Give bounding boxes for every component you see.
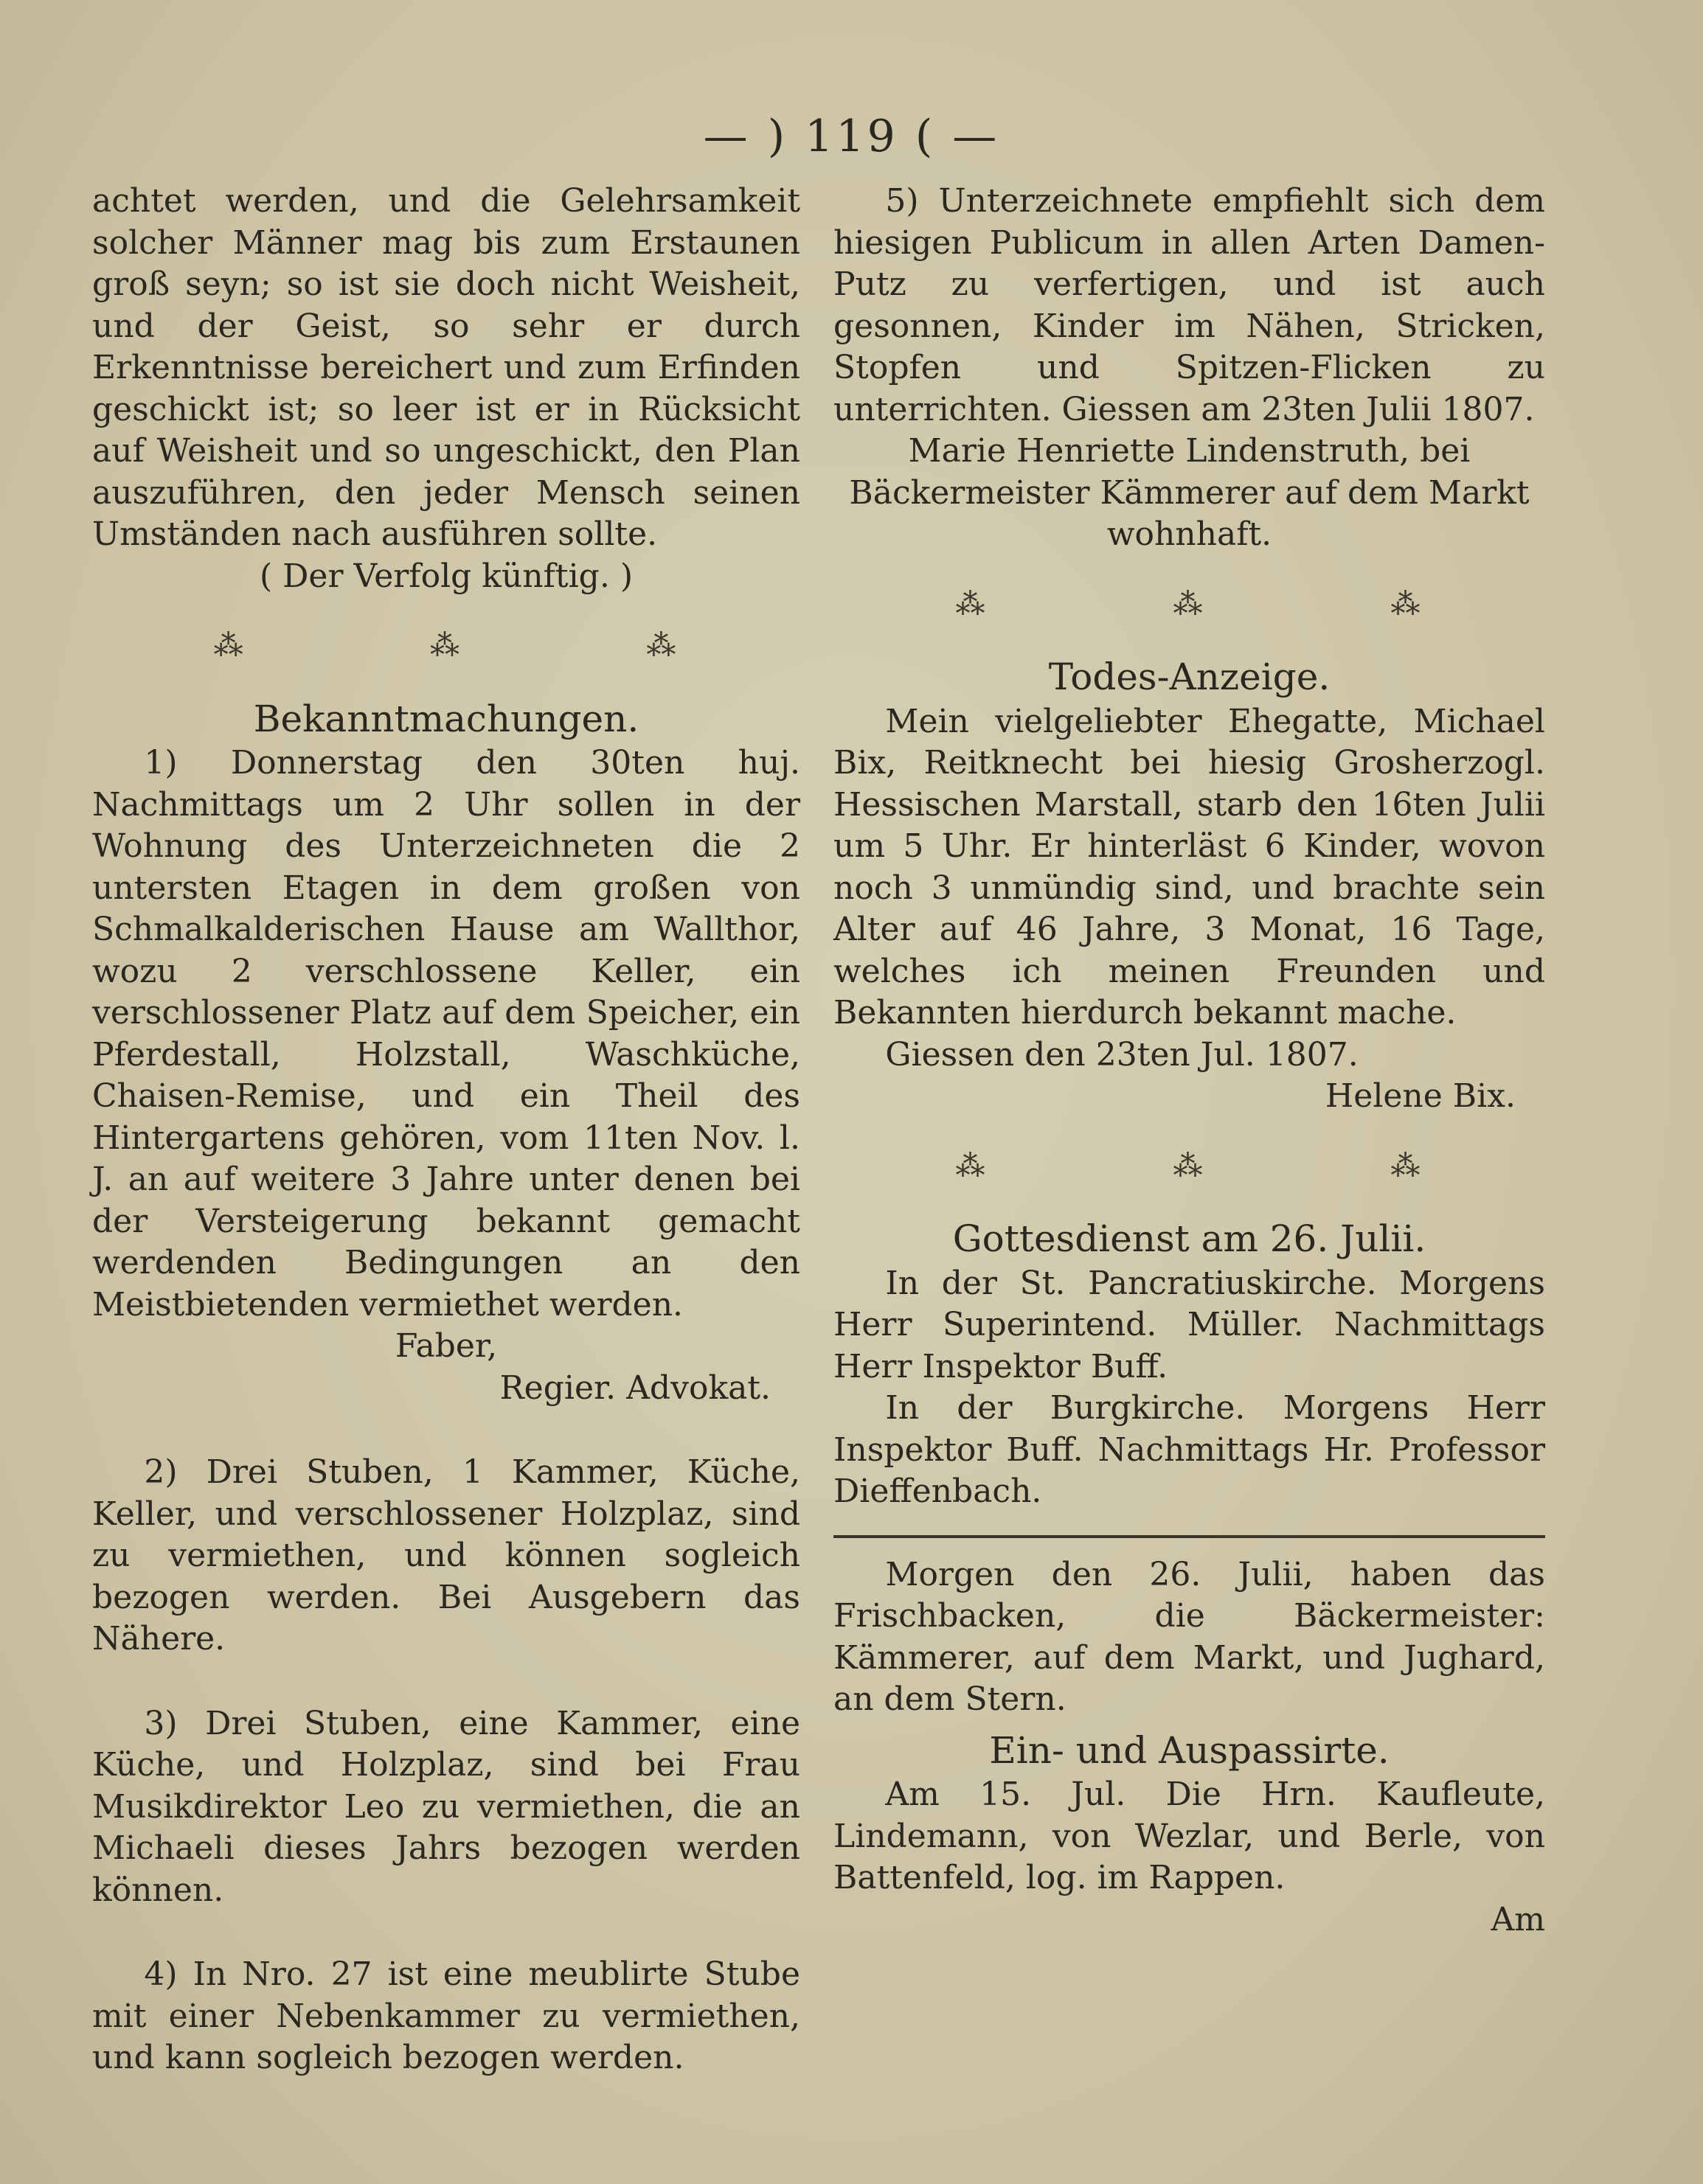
notice-1: 1) Donnerstag den 30ten huj. Nachmittags um 2 Uhr sollen in der Wohnung des Unterzeichneten die 2 untersten Etagen in dem großen von Schmalkalderischen Hause am Wallthor, wozu 2 verschlossene Keller, ein verschlossener Platz auf dem Speicher, ein Pferdestall, Holzstall, Waschküche, Chaisen-Remise, und ein Theil des Hintergartens gehören, vom 11ten Nov. l. J. an auf weitere 3 Jahre unter denen bei der Versteigerung bekannt gemacht werdenden Bedingungen an den Meistbietenden vermiethet werden. [92, 744, 800, 1324]
bakers-notice: Morgen den 26. Julii, haben das Frischbacken, die Bäckermeister: Kämmerer, auf dem Markt, und Jughard, an dem Stern. [833, 1555, 1545, 1718]
ornament-star: ⁂ [1173, 587, 1206, 622]
ornament-star: ⁂ [1173, 1149, 1206, 1183]
horizontal-rule [833, 1535, 1545, 1538]
death-notice-text: Mein vielgeliebter Ehegatte, Michael Bix, Reitknecht bei hiesig Grosherzogl. Hessischen Marstall, starb den 16ten Julii um 5 Uhr. Er hinterläst 6 Kinder, wovon noch 3 unmündig sind, und brachte sein Alter auf 46 Jahre, 3 Monat, 16 Tage, welches ich meinen Freunden und Bekannten hierdurch bekannt mache. [833, 702, 1545, 1032]
notice-5: 5) Unterzeichnete empfiehlt sich dem hiesigen Publicum in allen Arten Damen-Putz zu verfertigen, und ist auch gesonnen, Kinder im Nähen, Stricken, Stopfen und Spitzen-Flicken zu unterrichten. Giessen am 23ten Julii 1807. [833, 182, 1545, 428]
section-title: Bekanntmachungen. [253, 697, 639, 740]
notice-1-signature-title: Regier. Advokat. [499, 1369, 771, 1407]
ornament-star: ⁂ [955, 587, 988, 622]
notice-1-signature-name: Faber, [395, 1327, 498, 1365]
left-column [92, 181, 800, 2079]
notice-5-signature: Marie Henriette Lindenstruth, bei Bäckermeister Kämmerer auf dem Markt wohnhaft. [849, 432, 1530, 553]
travellers-text: Am 15. Jul. Die Hrn. Kaufleute, Lindemann, von Wezlar, und Berle, von Battenfeld, log. im Rappen. [833, 1776, 1545, 1896]
notice-2: 2) Drei Stuben, 1 Kammer, Küche, Keller, und verschlossener Holzplaz, sind zu vermiethen, und können sogleich bezogen werden. Bei Ausgebern das Nähere. [92, 1453, 800, 1658]
ornament-divider [122, 625, 771, 667]
notice-4: 4) In Nro. 27 ist eine meublirte Stube mit einer Nebenkammer zu vermiethen, und kann sogleich bezogen werden. [92, 1955, 800, 2076]
notice-3: 3) Drei Stuben, eine Kammer, eine Küche, und Holzplaz, sind bei Frau Musikdirektor Leo zu vermiethen, die an Michaeli dieses Jahrs bezogen werden können. [92, 1704, 800, 1909]
travellers-title: Ein- und Auspassirte. [989, 1728, 1390, 1772]
right-column [833, 181, 1545, 1941]
ornament-divider [863, 1146, 1516, 1188]
ornament-star: ⁂ [646, 629, 679, 663]
ornament-star: ⁂ [1390, 587, 1423, 622]
death-notice-title: Todes-Anzeige. [1048, 655, 1331, 698]
ornament-star: ⁂ [213, 629, 246, 663]
death-notice-date: Giessen den 23ten Jul. 1807. [885, 1035, 1359, 1074]
church-service-pancratius: In der St. Pancratiuskirche. Morgens Herr Superintend. Müller. Nachmittags Herr Inspektor Buff. [833, 1264, 1545, 1385]
ornament-divider [863, 584, 1516, 626]
continuation-note: ( Der Verfolg künftig. ) [260, 557, 633, 595]
page-number: — ) 119 ( — [703, 111, 1000, 162]
ornament-star: ⁂ [955, 1149, 988, 1183]
church-service-burgkirche: In der Burgkirche. Morgens Herr Inspektor Buff. Nachmittags Hr. Professor Dieffenbach. [833, 1389, 1545, 1510]
catchword: Am [1491, 1900, 1545, 1938]
church-service-title: Gottesdienst am 26. Julii. [952, 1217, 1426, 1260]
death-notice-signature: Helene Bix. [1325, 1077, 1516, 1115]
ornament-star: ⁂ [1390, 1149, 1423, 1183]
ornament-star: ⁂ [429, 629, 462, 663]
essay-text: achtet werden, und die Gelehrsamkeit solcher Männer mag bis zum Erstaunen groß seyn; so ist sie doch nicht Weisheit, und der Geist, so sehr er durch Erkenntnisse bereichert und zum Erfinden geschickt ist; so leer ist er in Rücksicht auf Weisheit und so ungeschickt, den Plan auszuführen, den jeder Mensch seinen Umständen nach ausführen sollte. [92, 182, 800, 553]
